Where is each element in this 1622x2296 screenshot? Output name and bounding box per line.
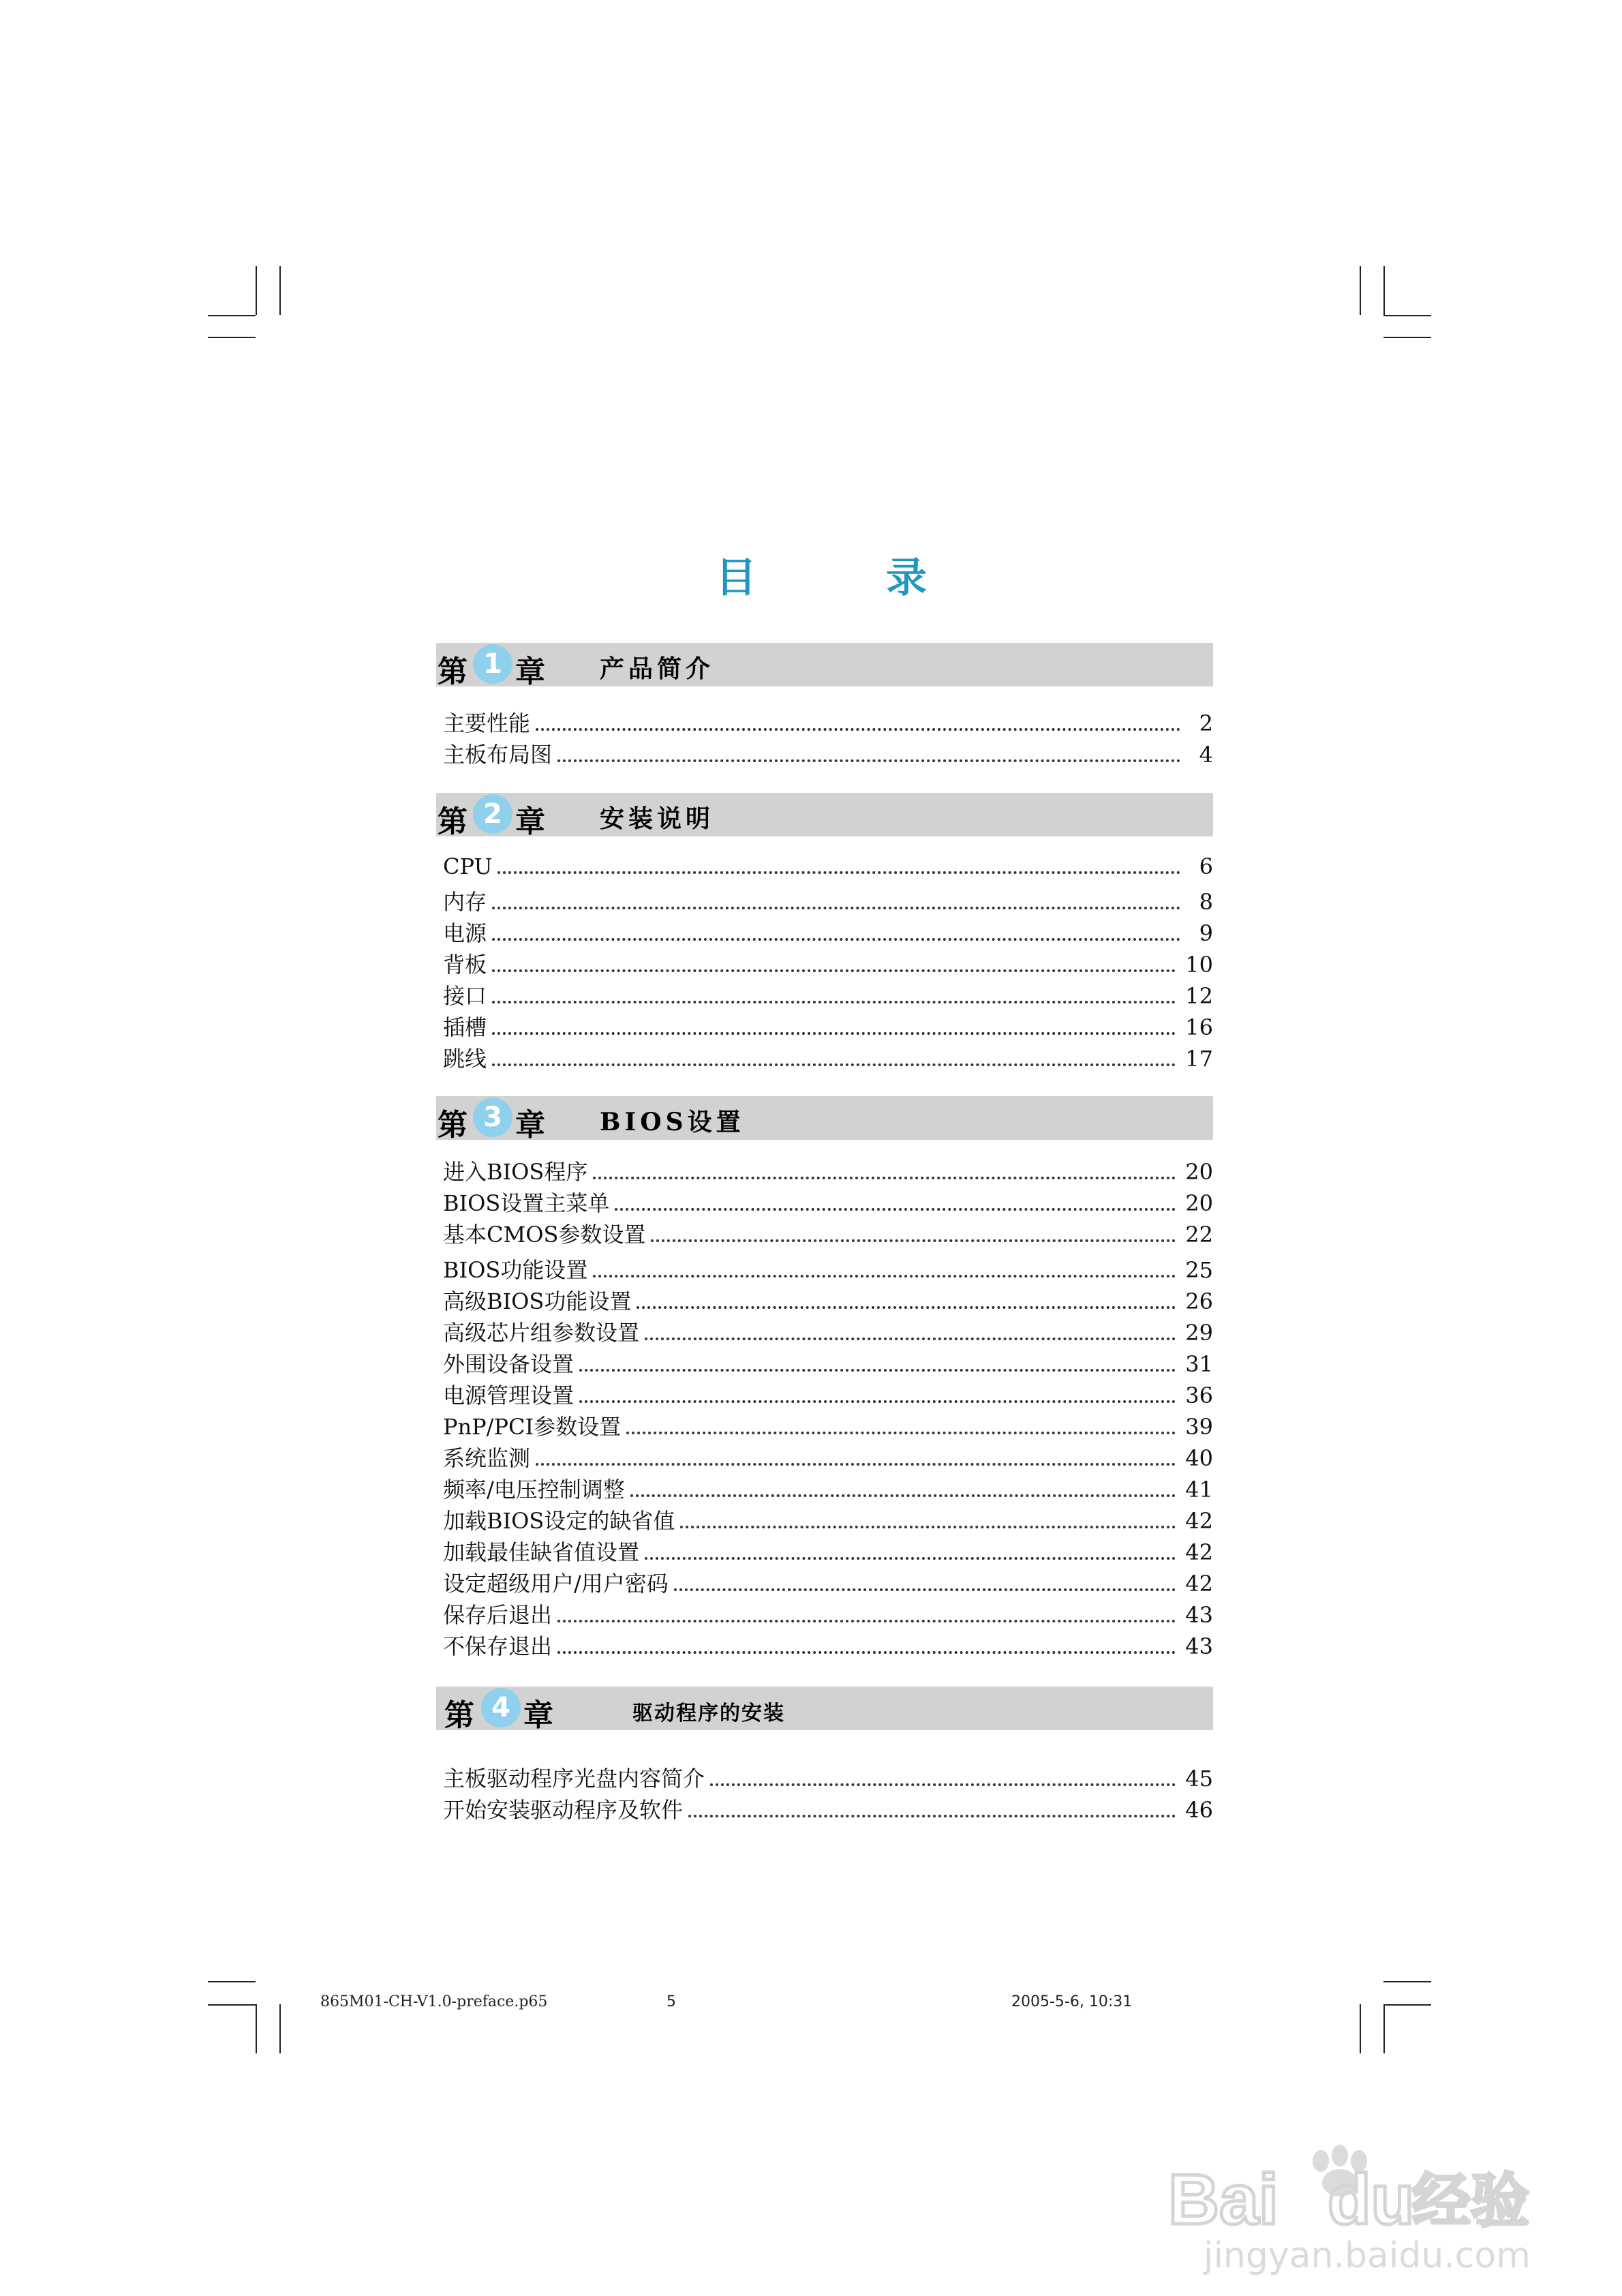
toc-page: 17: [1185, 1046, 1213, 1072]
crop-mark: [208, 337, 256, 338]
toc-page: 26: [1185, 1288, 1213, 1314]
dot-leader: [674, 1572, 1176, 1591]
toc-entry[interactable]: [443, 1010, 1213, 1040]
chapter-number-badge: 2: [473, 794, 512, 834]
title-char-2: 录: [886, 554, 927, 602]
toc-label: 系统监测: [443, 1445, 531, 1471]
toc-page: 4: [1199, 742, 1213, 768]
dot-leader: [593, 1160, 1176, 1179]
toc-label: 主要性能: [443, 710, 531, 736]
crop-mark: [1383, 2004, 1385, 2053]
chapter-title: 安装说明: [600, 804, 715, 833]
toc-page: 42: [1185, 1508, 1213, 1534]
baidu-watermark: [1159, 2141, 1595, 2277]
toc-entry[interactable]: [443, 885, 1213, 915]
crop-mark: [1360, 266, 1361, 315]
crop-mark: [208, 2004, 256, 2006]
dot-leader: [492, 1016, 1176, 1035]
dot-leader: [557, 1635, 1176, 1654]
toc-label: BIOS设置主菜单: [443, 1190, 610, 1216]
chapter-header-1: [436, 643, 1213, 689]
crop-mark: [1383, 2004, 1431, 2006]
dot-leader: [579, 1353, 1176, 1372]
footer-filename: 865M01-CH-V1.0-preface.p65: [320, 1993, 548, 2010]
toc-label: 跳线: [443, 1046, 487, 1072]
dot-leader: [710, 1767, 1176, 1786]
dot-leader: [492, 1047, 1176, 1066]
toc-entry[interactable]: [443, 706, 1213, 736]
crop-mark: [1383, 315, 1431, 316]
chapter-zhang: 章: [515, 1108, 545, 1143]
toc-entry[interactable]: [443, 1441, 1213, 1471]
toc-label: 基本CMOS参数设置: [443, 1222, 646, 1248]
toc-entry[interactable]: [443, 1186, 1213, 1216]
toc-page: 41: [1185, 1477, 1213, 1502]
toc-entry[interactable]: [443, 1284, 1213, 1314]
toc-page: 22: [1185, 1222, 1213, 1248]
chapter-zhang: 章: [523, 1698, 553, 1733]
title-char-1: 目: [716, 554, 756, 602]
crop-mark: [208, 1981, 256, 1982]
toc-label: 电源: [443, 920, 487, 946]
footer-datetime: 2005-5-6, 10:31: [1011, 1993, 1133, 2010]
chapter-header-3: [436, 1096, 1213, 1143]
toc-page: 9: [1199, 920, 1213, 946]
toc-entry[interactable]: [443, 916, 1213, 946]
toc-page: 20: [1185, 1190, 1213, 1216]
toc-entry[interactable]: [443, 1762, 1213, 1792]
toc-label: 开始安装驱动程序及软件: [443, 1797, 684, 1823]
toc-page: 12: [1185, 983, 1213, 1009]
toc-entry[interactable]: [443, 1567, 1213, 1597]
dot-leader: [593, 1258, 1176, 1278]
toc-entry[interactable]: [443, 1347, 1213, 1377]
chapter-di: 第: [438, 804, 468, 839]
toc-entry[interactable]: [443, 1629, 1213, 1659]
chapter-number-badge: 4: [481, 1688, 521, 1727]
chapter-di: 第: [438, 1108, 468, 1143]
toc-label: 频率/电压控制调整: [443, 1477, 625, 1502]
crop-mark: [1383, 266, 1385, 315]
dot-leader: [557, 1603, 1176, 1622]
chapter-number-badge: 3: [473, 1098, 512, 1137]
toc-entry[interactable]: [443, 1598, 1213, 1628]
watermark-brand-2: du: [1328, 2160, 1415, 2239]
dot-leader: [579, 1384, 1176, 1403]
dot-leader: [536, 712, 1180, 731]
watermark-suffix: 经验: [1412, 2167, 1529, 2235]
chapter-zhang: 章: [515, 804, 545, 839]
toc-label: 主板布局图: [443, 742, 553, 768]
dot-leader: [626, 1415, 1176, 1434]
toc-label: 加载BIOS设定的缺省值: [443, 1508, 675, 1534]
crop-mark: [279, 266, 281, 315]
dot-leader: [645, 1541, 1176, 1560]
chapter-header-2: [436, 793, 1213, 839]
toc-label: CPU: [443, 854, 493, 879]
chapter-di: 第: [438, 654, 468, 689]
toc-page: 20: [1185, 1159, 1213, 1185]
chapter-title: BIOS设置: [600, 1108, 745, 1136]
dot-leader: [688, 1798, 1176, 1817]
chapter-title: 驱动程序的安装: [632, 1702, 785, 1725]
dot-leader: [492, 953, 1176, 972]
dot-leader: [492, 984, 1176, 1003]
toc-label: 电源管理设置: [443, 1383, 575, 1408]
toc-entry[interactable]: [443, 979, 1213, 1009]
toc-label: PnP/PCI参数设置: [443, 1414, 622, 1440]
toc-label: 设定超级用户/用户密码: [443, 1571, 669, 1597]
toc-page: 46: [1185, 1797, 1213, 1823]
toc-page: 10: [1185, 952, 1213, 978]
dot-leader: [645, 1321, 1176, 1340]
toc-label: 高级芯片组参数设置: [443, 1320, 640, 1346]
toc-entry[interactable]: [443, 948, 1213, 978]
dot-leader: [630, 1478, 1176, 1497]
dot-leader: [492, 890, 1180, 909]
toc-entry[interactable]: [443, 1535, 1213, 1565]
toc-page: 42: [1185, 1571, 1213, 1597]
crop-mark: [256, 2004, 257, 2053]
toc-label: 不保存退出: [443, 1633, 553, 1659]
chapter-header-4: [436, 1687, 1213, 1733]
dot-leader: [637, 1290, 1176, 1309]
toc-entry[interactable]: [443, 1253, 1213, 1283]
dot-leader: [536, 1447, 1176, 1466]
chapter-title: 产品简介: [600, 654, 715, 683]
crop-mark: [1383, 1981, 1431, 1982]
chapter-di: 第: [444, 1698, 474, 1733]
toc-label: 内存: [443, 889, 487, 915]
toc-page: 45: [1185, 1766, 1213, 1792]
footer-page-number: 5: [667, 1993, 676, 2010]
toc-label: 高级BIOS功能设置: [443, 1288, 632, 1314]
crop-mark: [256, 266, 257, 315]
crop-mark: [208, 315, 256, 316]
toc-entry[interactable]: [443, 1504, 1213, 1534]
toc-page: 42: [1185, 1539, 1213, 1565]
toc-entry[interactable]: [443, 1042, 1213, 1072]
toc-page: 2: [1199, 710, 1213, 736]
toc-entry[interactable]: [443, 854, 1213, 883]
toc-page: 43: [1185, 1602, 1213, 1628]
dot-leader: [492, 922, 1180, 941]
toc-label: BIOS功能设置: [443, 1257, 588, 1283]
crop-mark: [279, 2004, 281, 2053]
toc-label: 进入BIOS程序: [443, 1159, 588, 1185]
page-title: [0, 545, 1622, 607]
toc-label: 外围设备设置: [443, 1351, 575, 1377]
toc-entry[interactable]: [443, 1410, 1213, 1440]
dot-leader: [615, 1192, 1176, 1211]
toc-label: 主板驱动程序光盘内容简介: [443, 1766, 705, 1792]
chapter-number-badge: 1: [473, 644, 512, 684]
toc-entry[interactable]: [443, 1472, 1213, 1502]
toc-page: 29: [1185, 1320, 1213, 1346]
toc-page: 36: [1185, 1383, 1213, 1408]
toc-entry[interactable]: [443, 1155, 1213, 1185]
toc-label: 背板: [443, 952, 487, 978]
toc-entry[interactable]: [443, 738, 1213, 768]
toc-label: 保存后退出: [443, 1602, 553, 1628]
toc-label: 插槽: [443, 1014, 487, 1040]
toc-page: 39: [1185, 1414, 1213, 1440]
toc-page: 8: [1199, 889, 1213, 915]
toc-label: 加载最佳缺省值设置: [443, 1539, 640, 1565]
toc-page: 31: [1185, 1351, 1213, 1377]
crop-mark: [1383, 337, 1431, 338]
dot-leader: [651, 1223, 1176, 1242]
toc-page: 43: [1185, 1633, 1213, 1659]
watermark-url: jingyan.baidu.com: [1204, 2235, 1531, 2276]
crop-mark: [1360, 2004, 1361, 2053]
toc-page: 6: [1199, 854, 1213, 879]
toc-entry[interactable]: [443, 1378, 1213, 1408]
dot-leader: [680, 1509, 1176, 1528]
toc-entry[interactable]: [443, 1793, 1213, 1823]
toc-entry[interactable]: [443, 1316, 1213, 1346]
dot-leader: [498, 855, 1180, 874]
chapter-zhang: 章: [515, 654, 545, 689]
toc-page: 16: [1185, 1014, 1213, 1040]
toc-page: 40: [1185, 1445, 1213, 1471]
toc-page: 25: [1185, 1257, 1213, 1283]
toc-entry[interactable]: [443, 1218, 1213, 1248]
toc-label: 接口: [443, 983, 487, 1009]
dot-leader: [557, 743, 1180, 762]
watermark-brand: Bai: [1168, 2160, 1279, 2239]
